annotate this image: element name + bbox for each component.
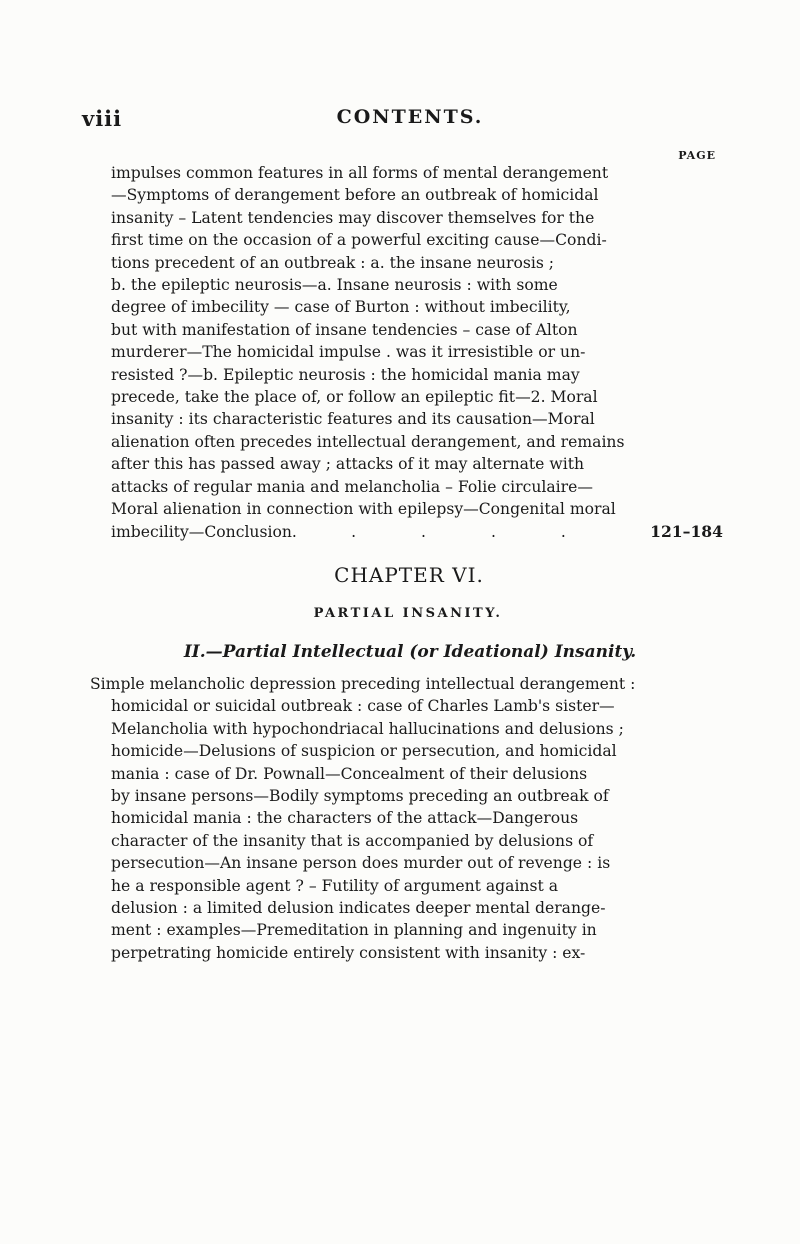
page-range: 121–184 [650,521,723,541]
entry-line: by insane persons—Bodily symptoms preceding an outbreak of [111,787,609,806]
entry-line: insanity – Latent tendencies may discover themselves for the [111,208,595,227]
entry-line: b. the epileptic neurosis—a. Insane neurosis : with some [111,276,558,295]
entry-line: tions precedent of an outbreak : a. the insane neurosis ; [111,253,555,272]
entry-line: delusion : a limited delusion indicates deeper mental derange- [111,899,606,918]
entry-line: Simple melancholic depression preceding intellectual derangement : [90,675,636,693]
entry-line: impulses common features in all forms of mental derangement [111,164,609,182]
entry-line: degree of imbecility — case of Burton : without imbecility, [111,298,571,317]
entry-line: but with manifestation of insane tendencies – case of Alton [111,320,578,339]
entry-line: character of the insanity that is accompanied by delusions of [111,831,594,850]
section-heading: II.—Partial Intellectual (or Ideational) Insanity. [183,642,637,662]
entry-line: homicide—Delusions of suspicion or persecution, and homicidal [111,742,617,761]
page-number: viii [82,106,123,131]
entry-last-text: imbecility—Conclusion. [111,522,297,541]
entry-line: Moral alienation in connection with epilepsy—Congenital moral [111,500,616,519]
entry-line: murderer—The homicidal impulse . was it irresistible or un- [111,343,586,362]
entry-line: persecution—An insane person does murder out of revenge : is [111,854,611,873]
entry-line: he a responsible agent ? – Futility of argument against a [111,876,558,895]
running-title: CONTENTS. [336,106,484,128]
entry-line: first time on the occasion of a powerful exciting cause—Condi- [111,231,607,250]
entry-line: precede, take the place of, or follow an epileptic fit—2. Moral [111,388,598,407]
entry-line: alienation often precedes intellectual derangement, and remains [111,432,625,451]
chapter-subtitle: PARTIAL INSANITY. [313,606,503,621]
entry-line: ment : examples—Premeditation in planning and ingenuity in [111,921,597,940]
entry-line: mania : case of Dr. Pownall—Concealment of their delusions [111,764,588,783]
entry-line: homicidal or suicidal outbreak : case of Charles Lamb's sister— [111,697,615,716]
entry-line: attacks of regular mania and melancholia – Folie circulaire— [111,477,593,496]
entry-line: homicidal mania : the characters of the attack—Dangerous [111,809,579,828]
leader-dots: . . . . [351,522,596,541]
entry-line: perpetrating homicide entirely consistent with insanity : ex- [111,943,586,962]
entry-last-line [111,521,723,543]
contents-entry-section-ii [90,673,723,964]
contents-entry-chapter-v [111,162,723,543]
entry-line: —Symptoms of derangement before an outbreak of homicidal [111,186,599,205]
entry-line: Melancholia with hypochondriacal hallucinations and delusions ; [111,719,624,738]
page-column-label: PAGE [678,149,716,162]
chapter-title: CHAPTER VI. [334,563,484,587]
entry-line: after this has passed away ; attacks of it may alternate with [111,455,585,474]
entry-line: resisted ?—b. Epileptic neurosis : the homicidal mania may [111,365,580,384]
entry-line: insanity : its characteristic features and its causation—Moral [111,410,595,429]
